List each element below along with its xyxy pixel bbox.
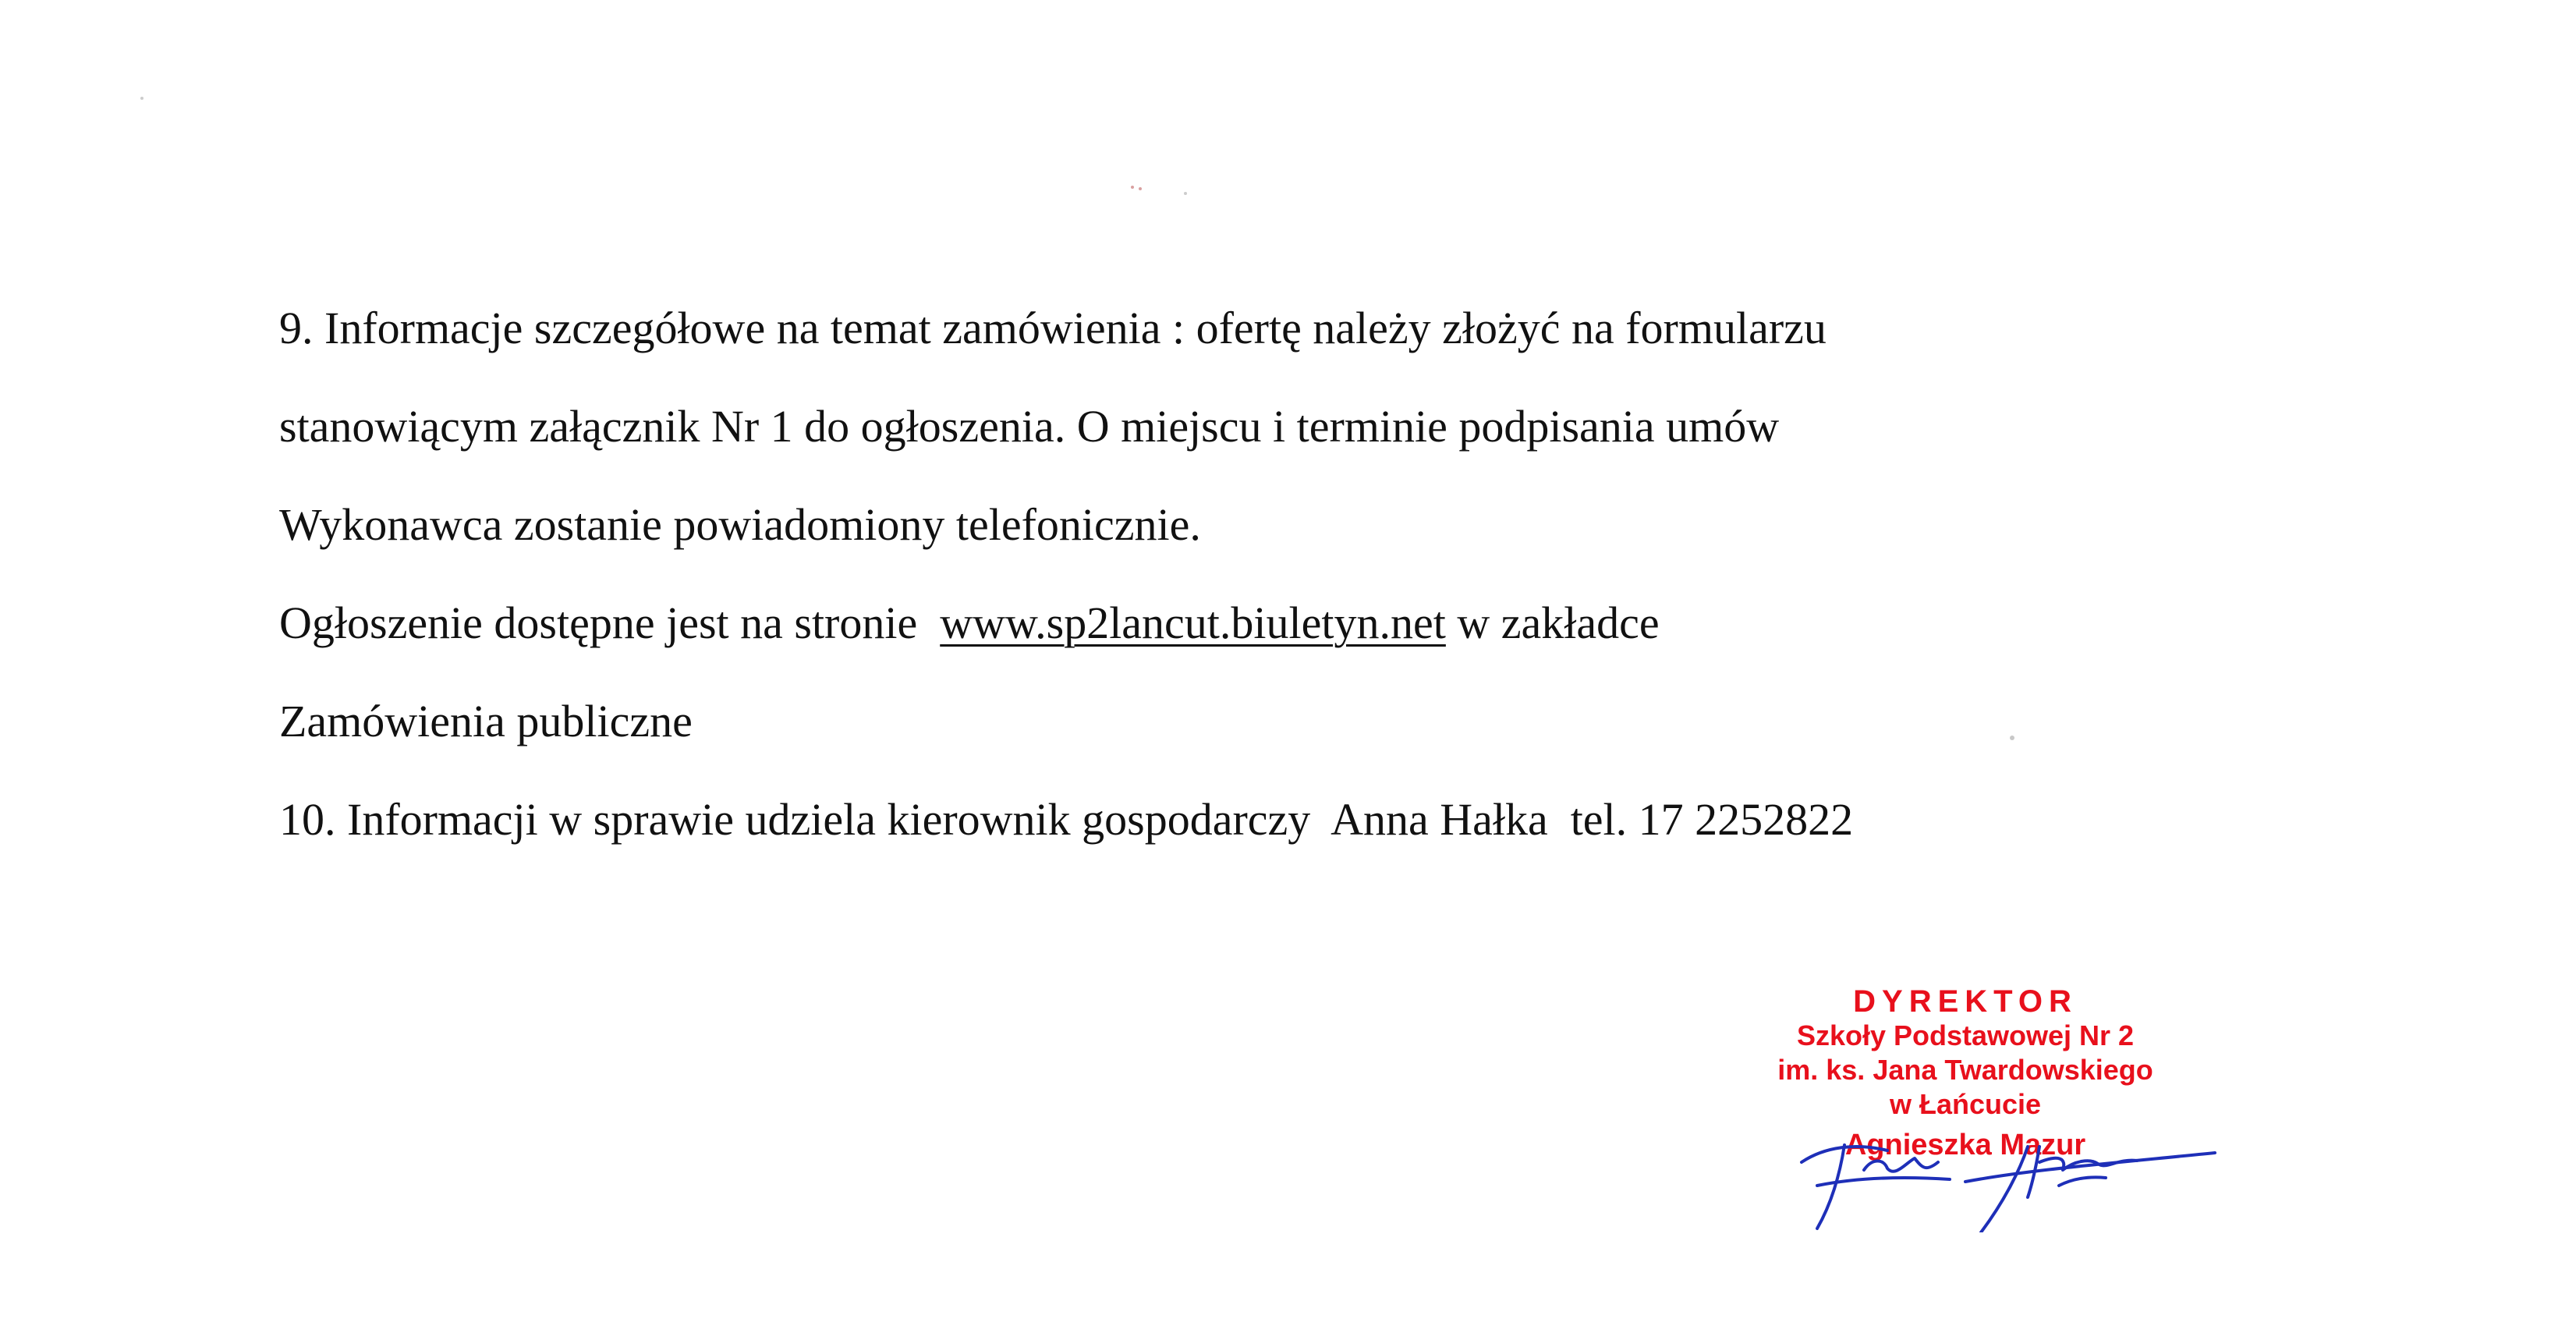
- speck: [1139, 187, 1142, 190]
- document-body: [279, 279, 2307, 869]
- announcement-prefix: Ogłoszenie dostępne jest na stronie: [279, 597, 941, 648]
- paragraph-9-line-2: stanowiącym załącznik Nr 1 do ogłoszenia. O miejscu i terminie podpisania umów: [279, 401, 1780, 452]
- paragraph-9-line-3: Wykonawca zostanie powiadomiony telefonicznie.: [279, 499, 1201, 550]
- paragraph-9-line-1: 9. Informacje szczegółowe na temat zamówienia : ofertę należy złożyć na formularzu: [279, 303, 1827, 353]
- speck: [140, 97, 144, 100]
- stamp-town: w Łańcucie: [1889, 1088, 2042, 1120]
- contact-line: 10. Informacji w sprawie udziela kierownik gospodarczy Anna Hałka tel. 17 2252822: [279, 794, 1854, 845]
- stamp-patron: im. ks. Jana Twardowskiego: [1777, 1054, 2153, 1086]
- speck: [1131, 186, 1134, 189]
- section-name-line: Zamówienia publiczne: [279, 696, 693, 746]
- announcement-suffix: w zakładce: [1445, 597, 1660, 648]
- stamp-school-name: Szkoły Podstawowej Nr 2: [1796, 1019, 2135, 1051]
- website-link[interactable]: www.sp2lancut.biuletyn.net: [940, 597, 1446, 648]
- stamp-director-name: Agnieszka Mazur: [1844, 1129, 2086, 1161]
- speck: [1184, 192, 1187, 195]
- handwritten-signature: [1770, 1115, 2238, 1232]
- stamp-title: DYREKTOR: [1853, 984, 2078, 1019]
- announcement-line: [279, 574, 2307, 672]
